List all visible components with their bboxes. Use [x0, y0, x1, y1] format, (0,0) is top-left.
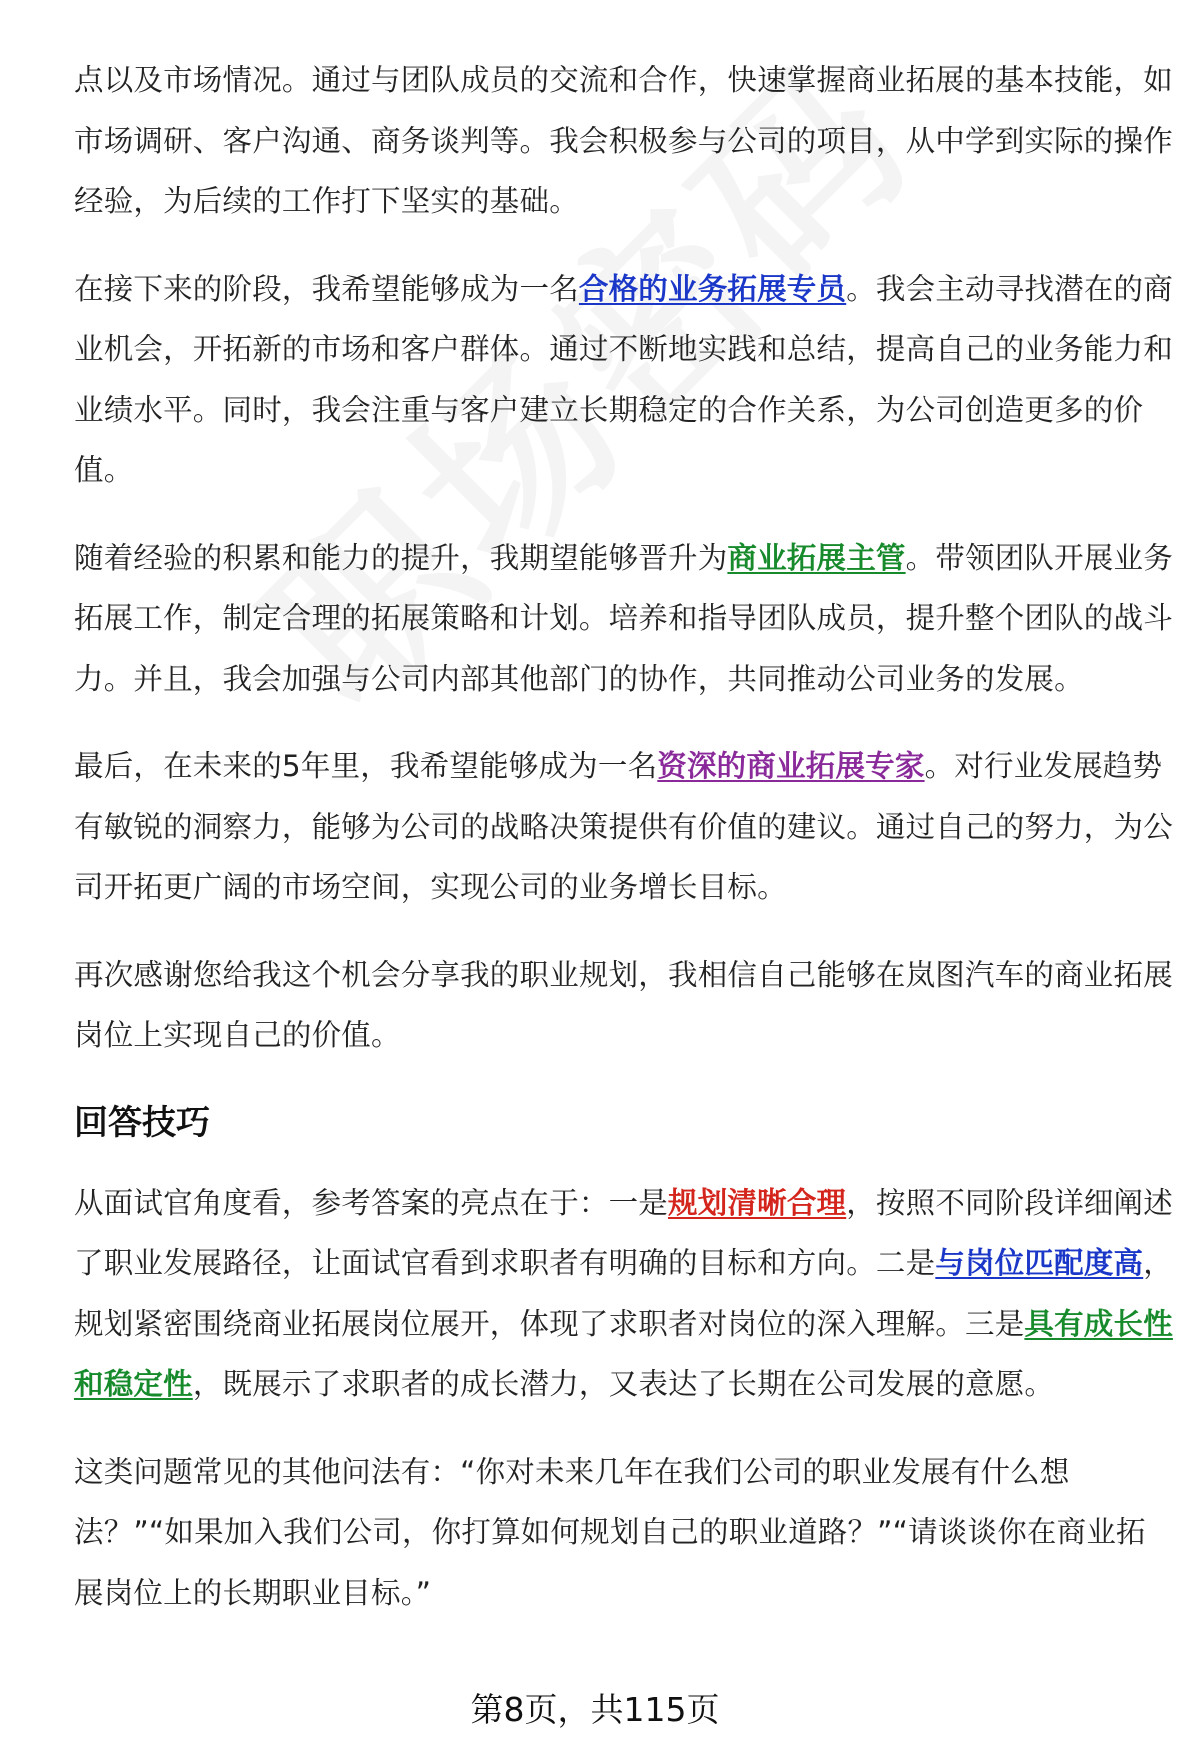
text-run: 再次感谢您给我这个机会分享我的职业规划，我相信自己能够在岚图汽车的商业拓展岗位上实现自己的价值。 [74, 957, 1173, 1052]
paragraph [74, 259, 1174, 501]
text-run: 随着经验的积累和能力的提升，我期望能够晋升为 [74, 540, 728, 575]
text-run: ，按照不同阶段详细阐述了职业发展路径，让面试官看到求职者有明确的目标和方向。二是 [74, 1185, 1173, 1280]
paragraph [74, 945, 1174, 1066]
highlighted-phrase: 规划清晰合理 [668, 1185, 847, 1220]
paragraph [74, 736, 1174, 918]
highlighted-phrase: 合格的业务拓展专员 [578, 271, 847, 306]
tips-section [74, 1173, 1174, 1624]
text-run: 点以及市场情况。通过与团队成员的交流和合作，快速掌握商业拓展的基本技能，如市场调研、客户沟通、商务谈判等。我会积极参与公司的项目，从中学到实际的操作经验，为后续的工作打下坚实的基础。 [74, 63, 1173, 218]
paragraph [74, 1173, 1174, 1415]
text-run: 。对行业发展趋势有敏锐的洞察力，能够为公司的战略决策提供有价值的建议。通过自己的努力，为公司开拓更广阔的市场空间，实现公司的业务增长目标。 [74, 749, 1173, 904]
highlighted-phrase: 商业拓展主管 [727, 540, 906, 575]
text-run: 。带领团队开展业务拓展工作，制定合理的拓展策略和计划。培养和指导团队成员，提升整个团队的战斗力。并且，我会加强与公司内部其他部门的协作，共同推动公司业务的发展。 [74, 540, 1173, 696]
section-heading: 回答技巧 [74, 1102, 210, 1143]
paragraph [74, 50, 1174, 232]
text-run: 最后，在未来的5年里，我希望能够成为一名 [74, 749, 658, 783]
paragraph [74, 1442, 1174, 1624]
highlighted-phrase: 资深的商业拓展专家 [657, 749, 925, 783]
text-run: 。我会主动寻找潜在的商业机会，开拓新的市场和客户群体。通过不断地实践和总结，提高自己的业务能力和业绩水平。同时，我会注重与客户建立长期稳定的合作关系，为公司创造更多的价值。 [74, 271, 1173, 487]
text-run: ，规划紧密围绕商业拓展岗位展开，体现了求职者对岗位的深入理解。三是 [74, 1246, 1173, 1341]
text-run: 在接下来的阶段，我希望能够成为一名 [74, 271, 579, 306]
paragraph [74, 528, 1174, 710]
highlighted-phrase: 与岗位匹配度高 [935, 1246, 1144, 1280]
page-number-footer: 第8页，共115页 [470, 1690, 720, 1729]
document-body [74, 50, 1174, 1650]
text-run: 从面试官角度看，参考答案的亮点在于：一是 [74, 1185, 669, 1220]
text-run: 这类问题常见的其他问法有：“你对未来几年在我们公司的职业发展有什么想法？”“如果加入我们公司，你打算如何规划自己的职业道路？”“请谈谈你在商业拓展岗位上的长期职业目标。” [74, 1454, 1146, 1610]
answer-section [74, 50, 1174, 1066]
text-run: ，既展示了求职者的成长潜力，又表达了长期在公司发展的意愿。 [192, 1367, 1055, 1401]
highlighted-phrase: 具有成长性和稳定性 [74, 1306, 1173, 1401]
